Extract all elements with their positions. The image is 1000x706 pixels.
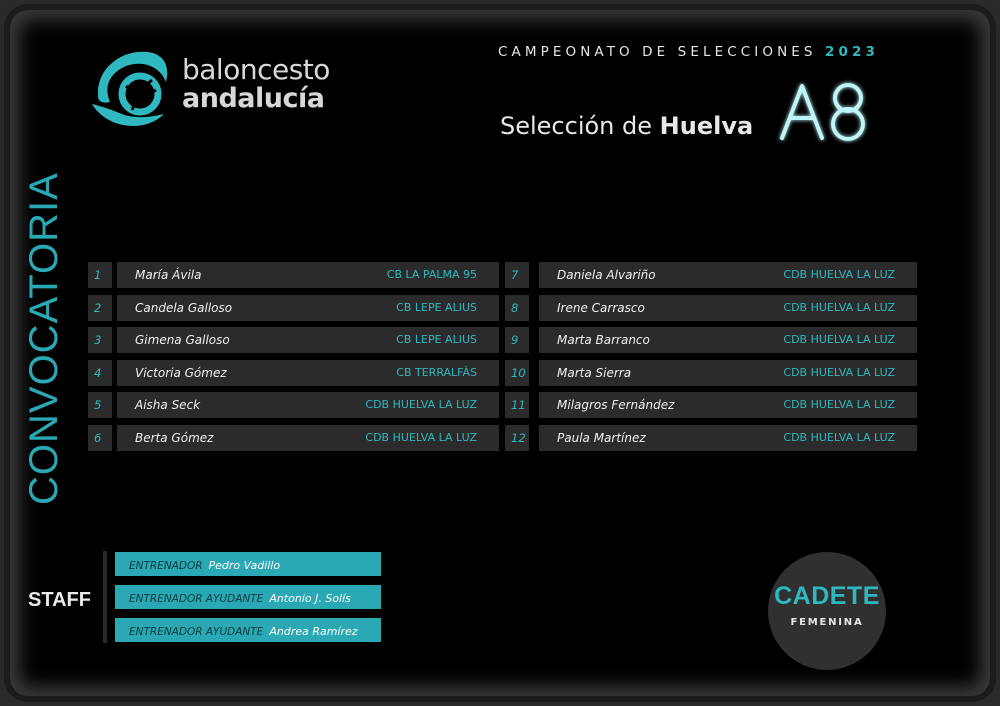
convocatoria-title: CONVOCATORIA	[22, 172, 66, 505]
staff-role: ENTRENADOR AYUDANTE	[129, 626, 264, 638]
player-number: 2	[88, 295, 112, 321]
player-name: Candela Galloso	[135, 300, 233, 315]
staff-role: ENTRENADOR	[129, 560, 203, 572]
player-row	[88, 360, 918, 386]
player-club: CDB HUELVA LA LUZ	[783, 300, 895, 314]
player-number: 10	[505, 360, 529, 386]
player-bar	[539, 360, 917, 386]
player-club: CDB HUELVA LA LUZ	[783, 431, 895, 444]
player-bar	[539, 392, 917, 418]
player-name: Marta Barranco	[557, 333, 650, 348]
player-name: Irene Carrasco	[557, 300, 645, 315]
championship-title	[498, 44, 879, 60]
category-line2: FEMENINA	[790, 617, 864, 628]
player-number: 7	[505, 262, 529, 288]
player-bar	[539, 327, 917, 353]
player-name: Berta Gómez	[135, 431, 214, 445]
player-name: Paula Martínez	[557, 431, 646, 445]
player-club: CDB HUELVA LA LUZ	[783, 268, 895, 281]
player-name: Aisha Seck	[135, 398, 201, 413]
championship-label: CAMPEONATO DE SELECCIONES	[498, 44, 817, 60]
player-number: 9	[505, 327, 529, 353]
championship-year: 2023	[825, 44, 879, 60]
team-title-prefix: Selección de	[500, 112, 653, 140]
player-name: Milagros Fernández	[557, 398, 675, 413]
staff-label: STAFF	[28, 589, 91, 611]
player-number: 5	[88, 392, 112, 418]
player-number: 3	[88, 327, 112, 353]
team-title-name: Huelva	[659, 112, 754, 140]
player-number: 1	[88, 262, 112, 288]
staff-name: Andrea Ramírez	[269, 625, 358, 638]
logo-text-line2: andalucía	[182, 83, 325, 114]
player-row	[88, 392, 918, 418]
player-name: Victoria Gómez	[135, 365, 227, 380]
player-bar	[539, 262, 917, 288]
player-club: CDB HUELVA LA LUZ	[783, 365, 895, 379]
basketball-swirl-logo-icon	[86, 44, 176, 130]
player-bar	[539, 295, 917, 321]
player-club: CDB HUELVA LA LUZ	[365, 398, 477, 412]
staff-member	[115, 618, 381, 642]
player-club: CB LEPE ALIUS	[396, 333, 477, 347]
player-row	[88, 327, 918, 353]
player-club: CDB HUELVA LA LUZ	[365, 431, 477, 444]
player-row	[88, 295, 918, 321]
player-club: CB TERRALFÀS	[396, 365, 477, 379]
player-club: CDB HUELVA LA LUZ	[783, 333, 895, 347]
player-club: CB LA PALMA 95	[386, 268, 477, 281]
category-line1: CADETE	[774, 582, 880, 610]
player-club: CB LEPE ALIUS	[396, 300, 477, 314]
player-name: Daniela Alvariño	[557, 268, 656, 282]
logo-text-line1: baloncesto	[182, 53, 330, 86]
player-number: 11	[505, 392, 529, 418]
player-row	[88, 425, 918, 451]
player-name: María Ávila	[135, 268, 202, 282]
player-number: 8	[505, 295, 529, 321]
player-number: 6	[88, 425, 112, 451]
a8-logo-icon	[776, 78, 876, 144]
player-name: Marta Sierra	[557, 365, 632, 380]
staff-role: ENTRENADOR AYUDANTE	[129, 593, 264, 605]
player-row	[88, 262, 918, 288]
staff-member	[115, 585, 381, 609]
player-number: 4	[88, 360, 112, 386]
player-name: Gimena Galloso	[135, 333, 230, 348]
team-title	[500, 112, 753, 140]
staff-divider	[103, 551, 107, 643]
staff-member	[115, 552, 381, 576]
player-club: CDB HUELVA LA LUZ	[783, 398, 895, 412]
category-badge	[768, 552, 886, 670]
staff-name: Antonio J. Solís	[269, 592, 351, 605]
staff-name: Pedro Vadillo	[208, 559, 281, 572]
player-number: 12	[505, 425, 529, 451]
player-bar	[539, 425, 917, 451]
baloncesto-andalucia-logo	[86, 44, 346, 130]
